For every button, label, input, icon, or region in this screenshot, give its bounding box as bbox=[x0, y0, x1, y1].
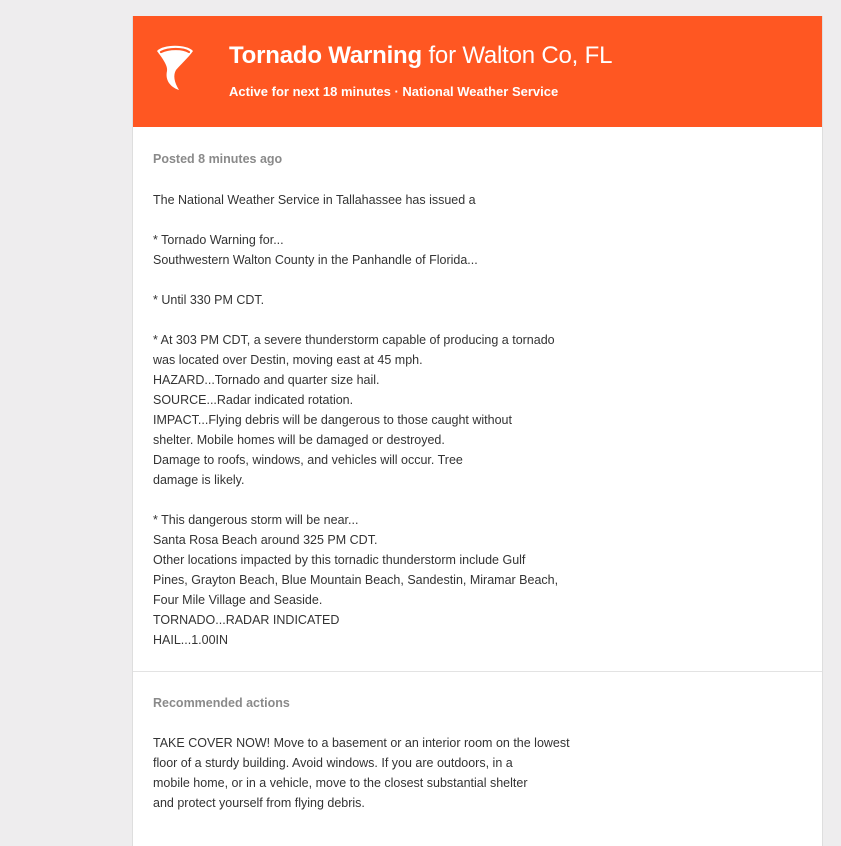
alert-location: for Walton Co, FL bbox=[428, 42, 613, 69]
recommended-actions-label: Recommended actions bbox=[153, 696, 290, 710]
alert-type: Tornado Warning bbox=[229, 42, 422, 69]
alert-subtitle: Active for next 18 minutes · National Weather Service bbox=[229, 84, 559, 99]
alert-details-section bbox=[133, 127, 822, 672]
posted-time: Posted 8 minutes ago bbox=[153, 152, 283, 166]
recommended-actions-section bbox=[133, 672, 822, 813]
alert-card bbox=[132, 16, 823, 846]
tornado-icon bbox=[155, 42, 195, 94]
alert-header bbox=[133, 16, 822, 127]
recommended-actions-text: TAKE COVER NOW! Move to a basement or an interior room on the lowest floor of a sturdy building. Avoid windows. If you are outdoors, in a mobile home, or in a vehicle, move to the closest substantial shelter and protect yourself from flying debris. bbox=[153, 736, 570, 810]
alert-description: The National Weather Service in Tallahassee has issued a * Tornado Warning for... Southwestern Walton County in the Panhandle of Florida... * Until 330 PM CDT. * At 303 PM CDT, a severe thunderstorm capable of producing a tornado was located over Destin, moving east at 45 mph. HAZARD...Tornado and quarter size hail. SOURCE...Radar indicated rotation. IMPACT...Flying debris will be dangerous to those caught without shelter. Mobile homes will be damaged or destroyed. Damage to roofs, windows, and vehicles will occur. Tree damage is likely. * This dangerous storm will be near... Santa Rosa Beach around 325 PM CDT. Other locations impacted by this tornadic thunderstorm include Gulf Pines, Grayton Beach, Blue Mountain Beach, Sandestin, Miramar Beach, Four Mile Village and Seaside. TORNADO...RADAR INDICATED HAIL...1.00IN bbox=[153, 193, 559, 647]
alert-title bbox=[229, 41, 612, 71]
